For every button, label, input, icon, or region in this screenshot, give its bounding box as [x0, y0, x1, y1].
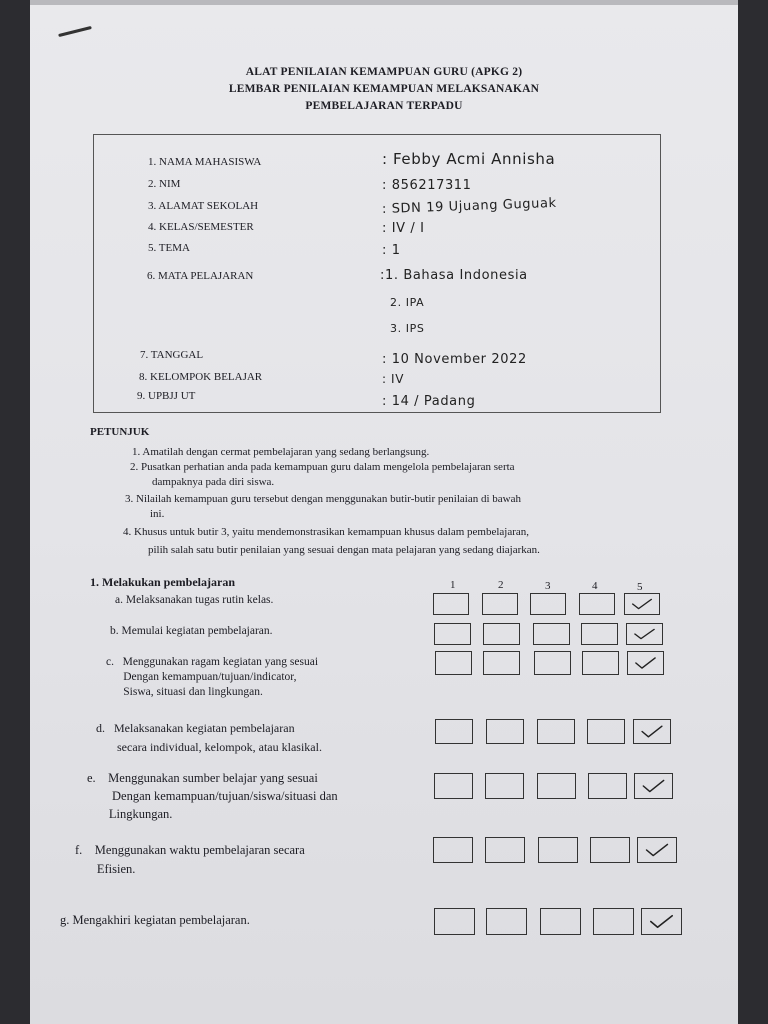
score-box-b-3[interactable]: [533, 623, 570, 645]
petunjuk-line-5: ini.: [150, 508, 165, 520]
label-upbjj: 9. UPBJJ UT: [137, 390, 196, 402]
scale-3: 3: [545, 580, 551, 592]
score-box-b-5[interactable]: [626, 623, 663, 645]
score-box-a-3[interactable]: [530, 593, 566, 615]
item-f-text: f. Menggunakan waktu pembelajaran secara Efisien.: [75, 843, 305, 876]
score-box-d-3[interactable]: [537, 719, 575, 744]
check-icon: [625, 594, 659, 614]
score-box-e-2[interactable]: [485, 773, 524, 799]
value-kelompok: : IV: [382, 372, 405, 386]
score-box-e-4[interactable]: [588, 773, 627, 799]
scale-2: 2: [498, 579, 504, 591]
value-nim: : 856217311: [382, 178, 472, 193]
score-box-b-2[interactable]: [483, 623, 520, 645]
label-alamat: 3. ALAMAT SEKOLAH: [148, 200, 259, 212]
document-page: [30, 0, 738, 1024]
score-box-e-3[interactable]: [537, 773, 576, 799]
score-box-c-2[interactable]: [483, 651, 520, 675]
value-nama: : Febby Acmi Annisha: [382, 150, 556, 168]
score-box-g-1[interactable]: [434, 908, 475, 935]
check-icon: [634, 720, 670, 743]
score-box-f-1[interactable]: [433, 837, 473, 863]
label-nim: 2. NIM: [148, 178, 181, 190]
scale-1: 1: [450, 579, 456, 591]
score-box-c-5[interactable]: [627, 651, 664, 675]
score-box-a-4[interactable]: [579, 593, 615, 615]
section-title: 1. Melakukan pembelajaran: [90, 575, 236, 589]
header-line-2: LEMBAR PENILAIAN KEMAMPUAN MELAKSANAKAN: [228, 83, 540, 95]
check-icon: [628, 652, 663, 674]
score-box-b-4[interactable]: [581, 623, 618, 645]
value-alamat: : SDN 19 Ujuang Guguak: [381, 195, 557, 217]
score-box-d-2[interactable]: [486, 719, 524, 744]
score-box-b-1[interactable]: [434, 623, 471, 645]
petunjuk-line-3: dampaknya pada diri siswa.: [152, 476, 275, 488]
score-box-e-1[interactable]: [434, 773, 473, 799]
value-kelas: : IV / I: [382, 221, 425, 236]
scale-5: 5: [637, 581, 643, 593]
item-b-text: b. Memulai kegiatan pembelajaran.: [110, 625, 273, 637]
item-e-text: e. Menggunakan sumber belajar yang sesuai Dengan kemampuan/tujuan/siswa/situasi dan Lingkungan.: [87, 771, 338, 821]
score-box-f-4[interactable]: [590, 837, 630, 863]
value-tanggal: : 10 November 2022: [382, 352, 527, 367]
petunjuk-line-1: 1. Amatilah dengan cermat pembelajaran yang sedang berlangsung.: [132, 446, 430, 458]
label-nama: 1. NAMA MAHASISWA: [148, 156, 262, 168]
check-icon: [642, 909, 681, 934]
score-box-c-4[interactable]: [582, 651, 619, 675]
label-kelompok: 8. KELOMPOK BELAJAR: [139, 371, 263, 383]
check-icon: [627, 624, 662, 644]
petunjuk-line-6: 4. Khusus untuk butir 3, yaitu mendemonstrasikan kemampuan khusus dalam pembelajaran,: [123, 526, 530, 538]
petunjuk-title: PETUNJUK: [90, 426, 150, 438]
label-mapel: 6. MATA PELAJARAN: [147, 270, 254, 282]
petunjuk-line-7: pilih salah satu butir penilaian yang sesuai dengan mata pelajaran yang sedang diajarkan.: [148, 544, 540, 556]
label-kelas: 4. KELAS/SEMESTER: [148, 221, 254, 233]
header-line-3: PEMBELAJARAN TERPADU: [305, 100, 463, 112]
scale-4: 4: [592, 580, 598, 592]
score-box-g-4[interactable]: [593, 908, 634, 935]
header-line-1: ALAT PENILAIAN KEMAMPUAN GURU (APKG 2): [245, 66, 523, 78]
photo-edge: [30, 0, 738, 5]
item-g-text: g. Mengakhiri kegiatan pembelajaran.: [60, 913, 250, 927]
score-box-d-5[interactable]: [633, 719, 671, 744]
value-tema: : 1: [382, 243, 401, 258]
score-box-f-2[interactable]: [485, 837, 525, 863]
label-tema: 5. TEMA: [148, 242, 190, 254]
score-box-g-2[interactable]: [486, 908, 527, 935]
value-mapel-3: 3. IPS: [390, 322, 425, 335]
score-box-d-4[interactable]: [587, 719, 625, 744]
item-c-text: c. Menggunakan ragam kegiatan yang sesuai Dengan kemampuan/tujuan/indicator, Siswa, situasi dan lingkungan.: [106, 656, 319, 698]
check-icon: [638, 838, 676, 862]
pen-mark: [58, 26, 92, 37]
label-tanggal: 7. TANGGAL: [140, 349, 204, 361]
item-a-text: a. Melaksanakan tugas rutin kelas.: [115, 594, 274, 606]
item-d-text: d. Melaksanakan kegiatan pembelajaran secara individual, kelompok, atau klasikal.: [96, 721, 322, 754]
score-box-c-1[interactable]: [435, 651, 472, 675]
petunjuk-line-4: 3. Nilailah kemampuan guru tersebut dengan menggunakan butir-butir penilaian di bawah: [125, 493, 521, 505]
score-box-g-5[interactable]: [641, 908, 682, 935]
score-box-d-1[interactable]: [435, 719, 473, 744]
petunjuk-line-2: 2. Pusatkan perhatian anda pada kemampuan guru dalam mengelola pembelajaran serta: [130, 461, 515, 473]
score-box-a-1[interactable]: [433, 593, 469, 615]
score-box-g-3[interactable]: [540, 908, 581, 935]
score-box-a-5[interactable]: [624, 593, 660, 615]
score-box-f-3[interactable]: [538, 837, 578, 863]
value-upbjj: : 14 / Padang: [382, 394, 476, 409]
score-box-f-5[interactable]: [637, 837, 677, 863]
score-box-c-3[interactable]: [534, 651, 571, 675]
score-box-a-2[interactable]: [482, 593, 518, 615]
check-icon: [635, 774, 672, 798]
score-box-e-5[interactable]: [634, 773, 673, 799]
value-mapel-2: 2. IPA: [390, 296, 425, 309]
value-mapel-1: :1. Bahasa Indonesia: [380, 268, 528, 283]
